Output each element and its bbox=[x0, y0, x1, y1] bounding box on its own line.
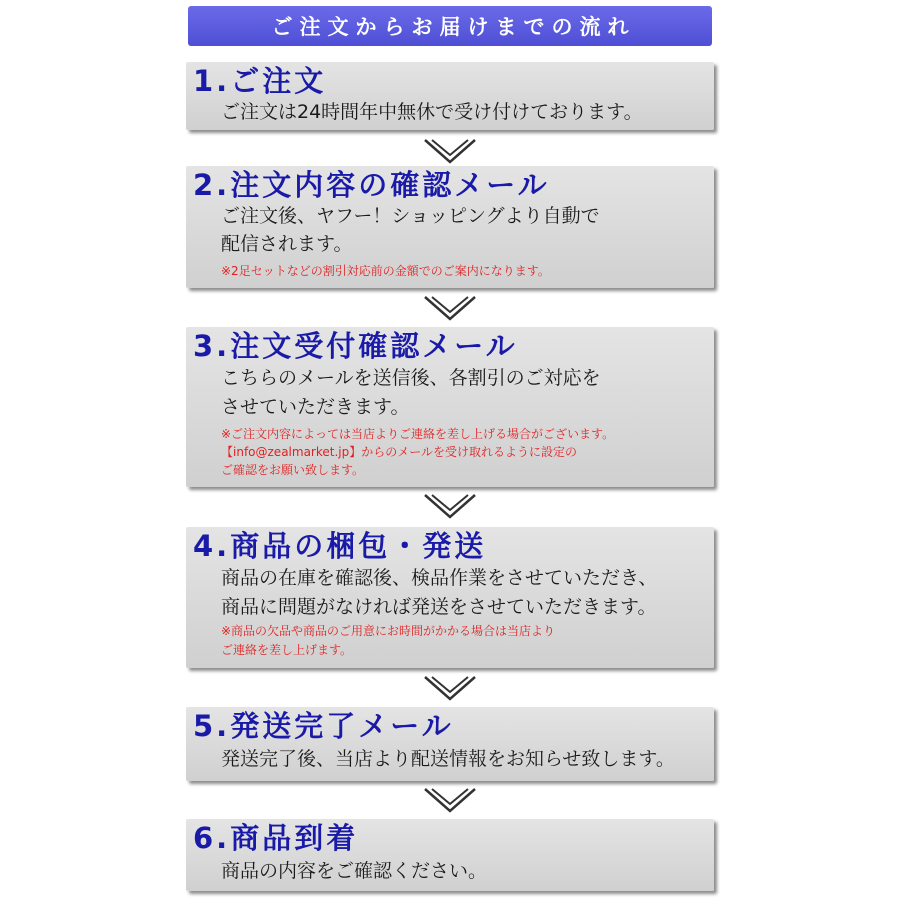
step-body-line: 商品の在庫を確認後、検品作業をさせていただき、 bbox=[221, 567, 658, 589]
step-body-line: 商品の内容をご確認ください。 bbox=[221, 860, 488, 882]
step-6-box bbox=[186, 819, 714, 891]
page-header bbox=[188, 6, 712, 46]
step-title: 1.ご注文 bbox=[193, 64, 327, 98]
step-body-line: ご注文は24時間年中無休で受け付けております。 bbox=[221, 101, 643, 123]
step-title: 5.発送完了メール bbox=[193, 709, 454, 743]
step-note-line: ※商品の欠品や商品のご用意にお時間がかかる場合は当店より bbox=[221, 624, 556, 638]
chevron-down-icon bbox=[422, 674, 478, 702]
chevron-down-icon bbox=[422, 294, 478, 322]
step-note-line: ※2足セットなどの割引対応前の金額でのご案内になります。 bbox=[221, 264, 550, 278]
step-3-box bbox=[186, 327, 714, 487]
chevron-down-icon bbox=[422, 137, 478, 165]
chevron-down-icon bbox=[422, 786, 478, 814]
step-2-box bbox=[186, 166, 714, 288]
step-1-box bbox=[186, 62, 714, 130]
chevron-down-icon bbox=[422, 492, 478, 520]
step-note-line: ご連絡を差し上げます。 bbox=[221, 643, 353, 657]
step-4-box bbox=[186, 527, 714, 668]
step-body-line: 発送完了後、当店より配送情報をお知らせ致します。 bbox=[221, 748, 675, 770]
step-body-line: させていただきます。 bbox=[221, 396, 410, 418]
step-body-line: 配信されます。 bbox=[221, 233, 353, 255]
step-note-line: ご確認をお願い致します。 bbox=[221, 463, 365, 477]
step-note-line: ※ご注文内容によっては当店よりご連絡を差し上げる場合がございます。 bbox=[221, 427, 615, 441]
step-title: 6.商品到着 bbox=[193, 821, 359, 855]
step-title: 3.注文受付確認メール bbox=[193, 329, 518, 363]
step-5-box bbox=[186, 707, 714, 781]
step-note-line: 【info@zealmarket.jp】からのメールを受け取れるように設定の bbox=[221, 445, 577, 459]
step-body-line: ご注文後、ヤフー！ショッピングより自動で bbox=[221, 205, 600, 227]
header-title: ご注文からお届けまでの流れ bbox=[271, 15, 636, 39]
step-title: 4.商品の梱包・発送 bbox=[193, 529, 487, 563]
step-body-line: 商品に問題がなければ発送をさせていただきます。 bbox=[221, 596, 657, 618]
step-body-line: こちらのメールを送信後、各割引のご対応を bbox=[221, 367, 601, 389]
step-title: 2.注文内容の確認メール bbox=[193, 168, 550, 202]
